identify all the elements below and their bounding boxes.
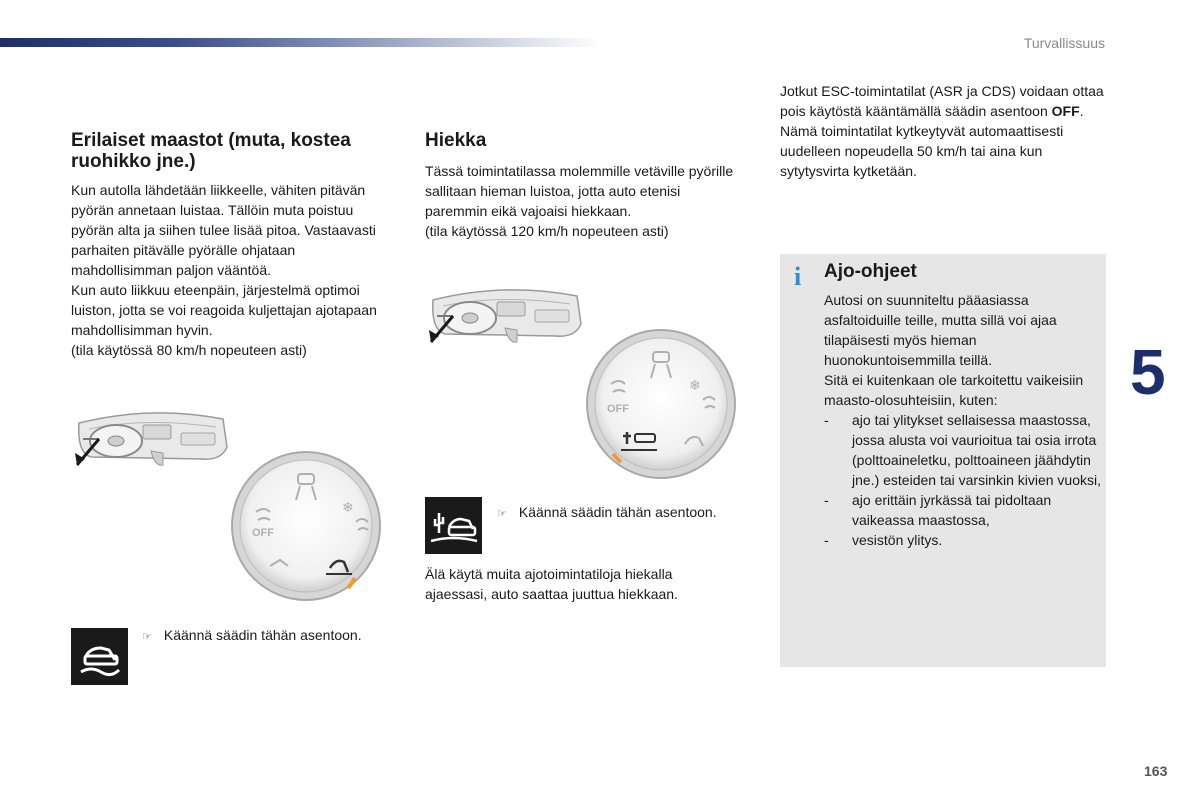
dial-off-label: OFF xyxy=(252,527,274,539)
chapter-number: 5 xyxy=(1130,336,1166,408)
svg-text:❄: ❄ xyxy=(342,499,354,515)
mud-paragraph: (tila käytössä 80 km/h nopeuteen asti) xyxy=(71,342,307,358)
pointing-hand-icon: ☞ xyxy=(142,631,152,643)
mud-section-title: Erilaiset maastot (muta, kostea ruohikko jne.) xyxy=(71,130,351,172)
sand-paragraph: (tila käytössä 120 km/h nopeuteen asti) xyxy=(425,223,669,239)
mud-section-body xyxy=(71,180,396,360)
page-number: 163 xyxy=(1144,763,1168,779)
esc-paragraph: Jotkut ESC-toimintatilat (ASR ja CDS) voidaan ottaa pois käytöstä kääntämällä säädin asentoon OFF. xyxy=(780,83,1104,119)
driving-advice-box xyxy=(780,254,1106,667)
esc-paragraph: Nämä toimintatilat kytkeytyvät automaattisesti uudelleen nopeudella 50 km/h tai aina kun sytytysvirta kytketään. xyxy=(780,123,1064,179)
sand-mode-icon xyxy=(425,497,482,554)
dashboard-illustration xyxy=(71,405,231,475)
info-paragraph: Autosi on suunniteltu pääasiassa asfaltoiduille teille, mutta sillä voi ajaa tilapäisesti myös hieman huonokuntoisemmilla teillä. xyxy=(824,292,1057,368)
off-label: OFF xyxy=(1051,103,1080,119)
list-item: - ajo tai ylitykset sellaisessa maastossa, jossa alusta voi vaurioitua tai osia irrota (polttoaineletku, polttoaineen jäähdytin jne.) esteiden tai varsinkin kivien vuoksi, xyxy=(824,412,1102,488)
svg-text:❄: ❄ xyxy=(689,377,701,393)
info-paragraph: Sitä ei kuitenkaan ole tarkoitettu vaikeisiin maasto-olosuhteisiin, kuten: xyxy=(824,372,1084,408)
info-box-title: Ajo-ohjeet xyxy=(824,261,917,282)
section-title: Turvallissuus xyxy=(1023,35,1105,51)
header-gradient-bar xyxy=(0,38,600,47)
sand-section-body xyxy=(425,161,735,241)
sand-instruction: ☞ Käännä säädin tähän asentoon. xyxy=(497,504,717,520)
terrain-selector-dial xyxy=(585,328,737,480)
info-box-body xyxy=(824,290,1102,550)
dial-off-label: OFF xyxy=(607,403,629,415)
mud-mode-icon xyxy=(71,628,128,685)
dashboard-illustration xyxy=(425,282,585,352)
list-item: - vesistön ylitys. xyxy=(824,532,943,548)
sand-paragraph: Tässä toimintatilassa molemmille vetäville pyörille sallitaan hieman luistoa, jotta auto etenisi paremmin eikä vajoaisi hiekkaan. xyxy=(425,163,734,219)
mud-instruction: ☞ Käännä säädin tähän asentoon. xyxy=(142,627,362,643)
list-item: - ajo erittäin jyrkässä tai pidoltaan vaikeassa maastossa, xyxy=(824,492,1052,528)
sand-warning: Älä käytä muita ajotoimintatiloja hiekalla ajaessasi, auto saattaa juuttua hiekkaan. xyxy=(425,566,678,602)
info-bullet-list xyxy=(824,410,1102,550)
terrain-selector-dial xyxy=(230,450,382,602)
mud-paragraph: Kun autolla lähdetään liikkeelle, vähiten pitävän pyörän annetaan luistaa. Tällöin muta poistuu pyörän alta ja siihen tulee lisää pitoa. Vastaavasti parhaiten pitävälle pyörälle ohjataan mahdollisimman paljon vääntöä. xyxy=(71,182,376,278)
sand-section-title: Hiekka xyxy=(425,130,487,151)
mud-paragraph: Kun auto liikkuu eteenpäin, järjestelmä optimoi luiston, jotta se voi reagoida kuljettajan ajotapaan mahdollisimman hyvin. xyxy=(71,282,377,338)
info-icon: i xyxy=(794,262,802,291)
pointing-hand-icon: ☞ xyxy=(497,508,507,520)
esc-intro xyxy=(780,81,1110,181)
